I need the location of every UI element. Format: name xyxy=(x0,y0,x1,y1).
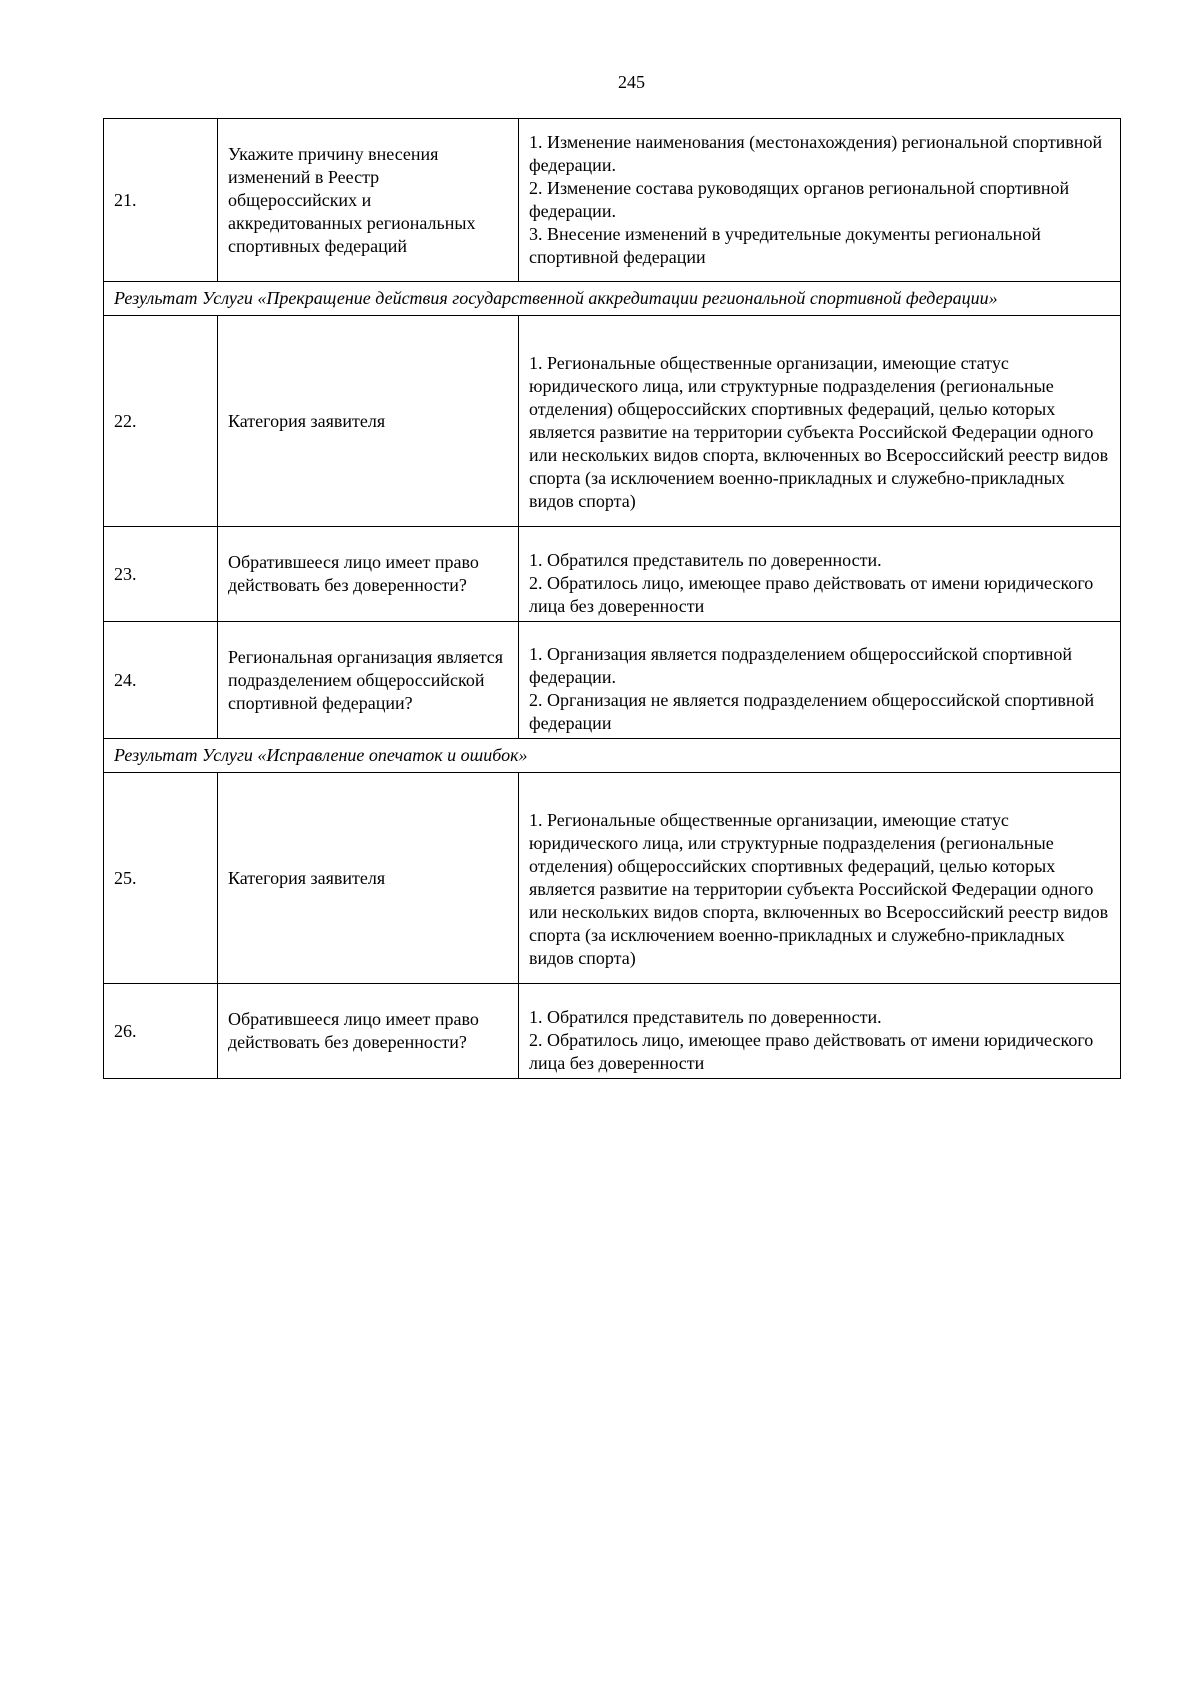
answer-option: 1. Обратился представитель по доверенности. xyxy=(529,1006,882,1027)
question-cell: Региональная организация является подразделением общероссийской спортивной федерации? xyxy=(218,622,519,739)
table-row xyxy=(104,527,1121,622)
answers-cell xyxy=(519,527,1121,622)
answer-option: 1. Региональные общественные организации, имеющие статус юридического лица, или структурные подразделения (региональные отделения) общероссийских спортивных федераций, целью которых является развитие на территории субъекта Российской Федерации одного или нескольких видов спорта, включенных во Всероссийский реестр видов спорта (за исключением военно-прикладных и служебно-прикладных видов спорта) xyxy=(529,352,1109,511)
answer-option: 1. Региональные общественные организации, имеющие статус юридического лица, или структурные подразделения (региональные отделения) общероссийских спортивных федераций, целью которых является развитие на территории субъекта Российской Федерации одного или нескольких видов спорта, включенных во Всероссийский реестр видов спорта (за исключением военно-прикладных и служебно-прикладных видов спорта) xyxy=(529,809,1109,968)
answer-option: 3. Внесение изменений в учредительные документы региональной спортивной федерации xyxy=(529,224,1041,267)
row-number: 25. xyxy=(104,773,218,984)
answers-cell xyxy=(519,773,1121,984)
section-row xyxy=(104,282,1121,316)
table-row xyxy=(104,773,1121,984)
question-cell: Укажите причину внесения изменений в Реестр общероссийских и аккредитованных региональных спортивных федераций xyxy=(218,119,519,282)
question-cell: Категория заявителя xyxy=(218,773,519,984)
row-number: 23. xyxy=(104,527,218,622)
section-row xyxy=(104,739,1121,773)
answers-cell xyxy=(519,622,1121,739)
question-cell: Обратившееся лицо имеет право действовать без доверенности? xyxy=(218,527,519,622)
answers-cell xyxy=(519,316,1121,527)
section-heading: Результат Услуги «Исправление опечаток и ошибок» xyxy=(104,739,1121,773)
answer-option: 1. Обратился представитель по доверенности. xyxy=(529,549,882,570)
question-cell: Категория заявителя xyxy=(218,316,519,527)
section-heading: Результат Услуги «Прекращение действия государственной аккредитации региональной спортивной федерации» xyxy=(104,282,1121,316)
answer-option: 2. Обратилось лицо, имеющее право действовать от имени юридического лица без доверенности xyxy=(529,572,1094,616)
answer-option: 2. Изменение состава руководящих органов региональной спортивной федерации. xyxy=(529,178,1070,221)
answer-option: 2. Обратилось лицо, имеющее право действовать от имени юридического лица без доверенности xyxy=(529,1029,1094,1073)
answers-cell xyxy=(519,984,1121,1079)
table-row xyxy=(104,316,1121,527)
table-row xyxy=(104,984,1121,1079)
table-row xyxy=(104,622,1121,739)
answer-option: 2. Организация не является подразделением общероссийской спортивной федерации xyxy=(529,690,1095,733)
questionnaire-table xyxy=(103,118,1121,1079)
row-number: 26. xyxy=(104,984,218,1079)
answer-option: 1. Изменение наименования (местонахождения) региональной спортивной федерации. xyxy=(529,132,1103,175)
row-number: 24. xyxy=(104,622,218,739)
row-number: 21. xyxy=(104,119,218,282)
answer-option: 1. Организация является подразделением общероссийской спортивной федерации. xyxy=(529,644,1073,687)
answers-cell xyxy=(519,119,1121,282)
row-number: 22. xyxy=(104,316,218,527)
question-cell: Обратившееся лицо имеет право действовать без доверенности? xyxy=(218,984,519,1079)
table-row xyxy=(104,119,1121,282)
page-number: 245 xyxy=(618,72,645,92)
